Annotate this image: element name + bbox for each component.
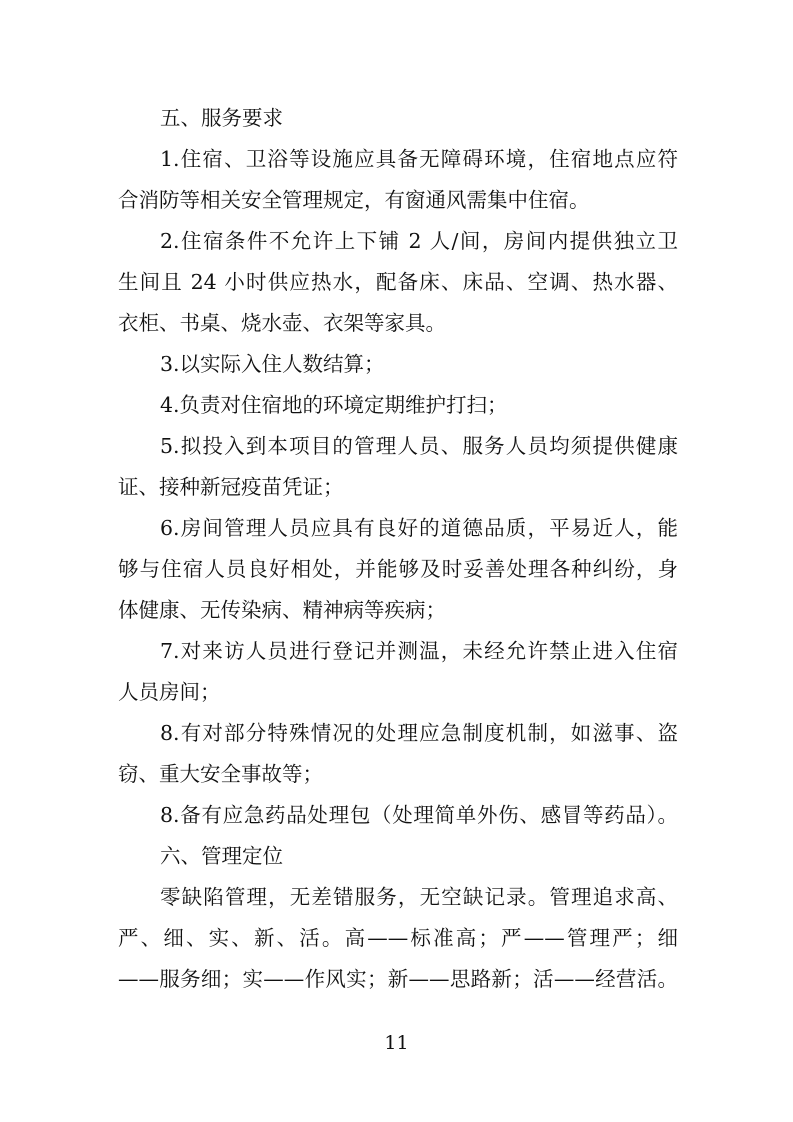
paragraph-3-line-1: 3.以实际入住人数结算； bbox=[160, 352, 385, 376]
section-5-heading: 五、服务要求 bbox=[160, 106, 283, 130]
paragraph-6-line-2: 够与住宿人员良好相处，并能够及时妥善处理各种纠纷，身 bbox=[118, 557, 678, 581]
paragraph-5-line-1: 5.拟投入到本项目的管理人员、服务人员均须提供健康 bbox=[160, 434, 678, 458]
paragraph-2-line-1: 2.住宿条件不允许上下铺 2 人/间，房间内提供独立卫 bbox=[160, 229, 678, 253]
section-6-line-1: 零缺陷管理，无差错服务，无空缺记录。管理追求高、 bbox=[160, 885, 678, 909]
paragraph-9-line-1: 8.备有应急药品处理包（处理简单外伤、感冒等药品）。 bbox=[160, 803, 678, 827]
section-6-heading: 六、管理定位 bbox=[160, 844, 283, 868]
paragraph-6-line-1: 6.房间管理人员应具有良好的道德品质，平易近人，能 bbox=[160, 516, 678, 540]
paragraph-8-line-2: 窃、重大安全事故等； bbox=[118, 762, 323, 786]
section-6-line-2: 严、细、实、新、活。高——标准高；严——管理严；细 bbox=[118, 926, 678, 950]
page-number: 11 bbox=[384, 1032, 409, 1054]
paragraph-2-line-3: 衣柜、书桌、烧水壶、衣架等家具。 bbox=[118, 311, 446, 335]
paragraph-1-line-1: 1.住宿、卫浴等设施应具备无障碍环境，住宿地点应符 bbox=[160, 147, 678, 171]
paragraph-1-line-2: 合消防等相关安全管理规定，有窗通风需集中住宿。 bbox=[118, 188, 590, 212]
paragraph-7-line-1: 7.对来访人员进行登记并测温，未经允许禁止进入住宿 bbox=[160, 639, 678, 663]
paragraph-4-line-1: 4.负责对住宿地的环境定期维护打扫； bbox=[160, 393, 508, 417]
paragraph-8-line-1: 8.有对部分特殊情况的处理应急制度机制，如滋事、盗 bbox=[160, 721, 678, 745]
paragraph-7-line-2: 人员房间； bbox=[118, 680, 221, 704]
paragraph-6-line-3: 体健康、无传染病、精神病等疾病； bbox=[118, 598, 446, 622]
paragraph-5-line-2: 证、接种新冠疫苗凭证； bbox=[118, 475, 344, 499]
section-6-line-3: ——服务细；实——作风实；新——思路新；活——经营活。 bbox=[118, 967, 678, 991]
paragraph-2-line-2: 生间且 24 小时供应热水，配备床、床品、空调、热水器、 bbox=[118, 270, 678, 294]
